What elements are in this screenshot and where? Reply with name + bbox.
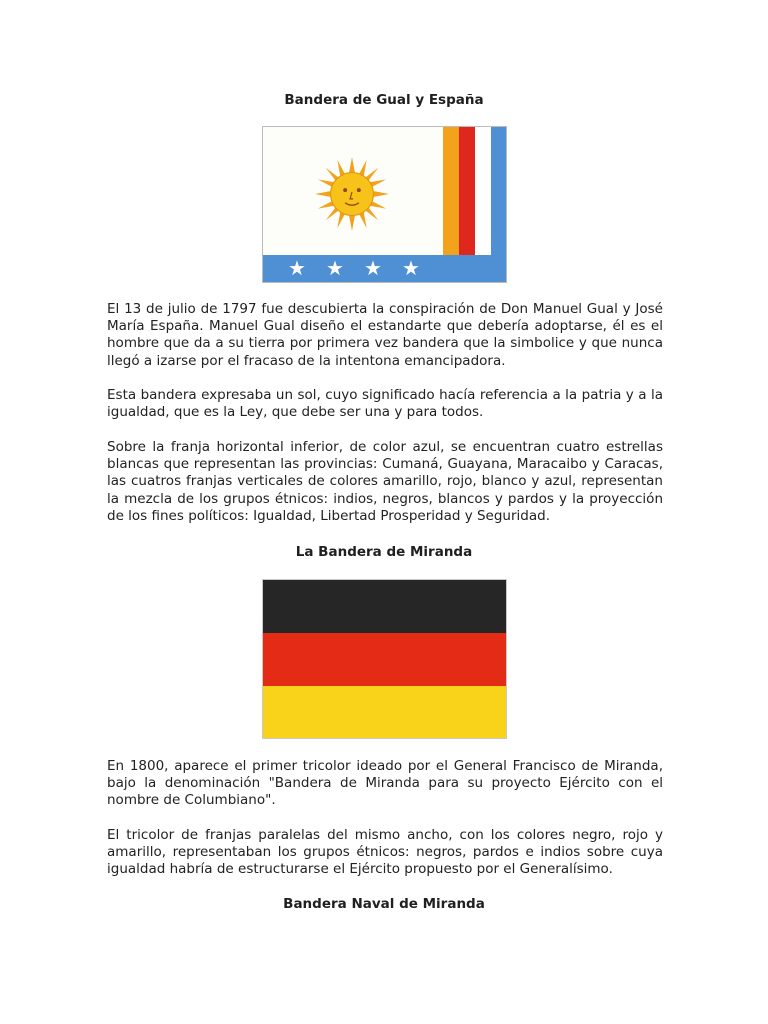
- paragraph: Sobre la franja horizontal inferior, de color azul, se encuentran cuatro estrellas blancas que representan las provincias: Cumaná, Guayana, Maracaibo y Caracas, las cuatros franjas verticales de colores amarillo, rojo, blanco y azul, representan la mezcla de los grupos étnicos: indios, negros, blancos y pardos y la proyección de los fines políticos: Igualdad, Libertad Prosperidad y Seguridad.: [107, 439, 663, 524]
- flag-stripe-blue: [491, 127, 507, 255]
- flag-stripe-white: [475, 127, 491, 255]
- section-title-gual-espana: Bandera de Gual y España: [284, 92, 484, 108]
- section-title-bandera-naval-miranda: Bandera Naval de Miranda: [283, 896, 485, 912]
- flag-stripe-black: [263, 580, 506, 633]
- paragraph: El 13 de julio de 1797 fue descubierta la conspiración de Don Manuel Gual y José María España. Manuel Gual diseño el estandarte que debería adoptarse, él es el hombre que da a su tierra por primera vez bandera que la simbolice y que nunca llegó a izarse por el fracaso de la intentona emancipadora.: [107, 301, 663, 369]
- star-icon: ★: [402, 256, 420, 280]
- flag-stripe-yellow: [443, 127, 459, 255]
- flag-miranda-image: [262, 579, 507, 739]
- flag-stripe-red: [263, 633, 506, 686]
- flag-stripe-yellow: [263, 686, 506, 739]
- star-icon: ★: [288, 256, 306, 280]
- sun-icon: [313, 155, 391, 233]
- paragraph: Esta bandera expresaba un sol, cuyo significado hacía referencia a la patria y a la igualdad, que es la Ley, que debe ser una y para todos.: [107, 387, 663, 421]
- star-icon: ★: [326, 256, 344, 280]
- star-icon: ★: [364, 256, 382, 280]
- flag-gual-espana-image: [262, 126, 507, 283]
- flag-stripe-red: [459, 127, 475, 255]
- section-title-bandera-miranda: La Bandera de Miranda: [295, 544, 473, 560]
- paragraph: El tricolor de franjas paralelas del mismo ancho, con los colores negro, rojo y amarillo, representaban los grupos étnicos: negros, pardos e indios sobre cuya igualdad habría de estructurarse el Ejército propuesto por el Generalísimo.: [107, 827, 663, 878]
- paragraph: En 1800, aparece el primer tricolor ideado por el General Francisco de Miranda, bajo la denominación "Bandera de Miranda para su proyecto Ejército con el nombre de Columbiano".: [107, 758, 663, 809]
